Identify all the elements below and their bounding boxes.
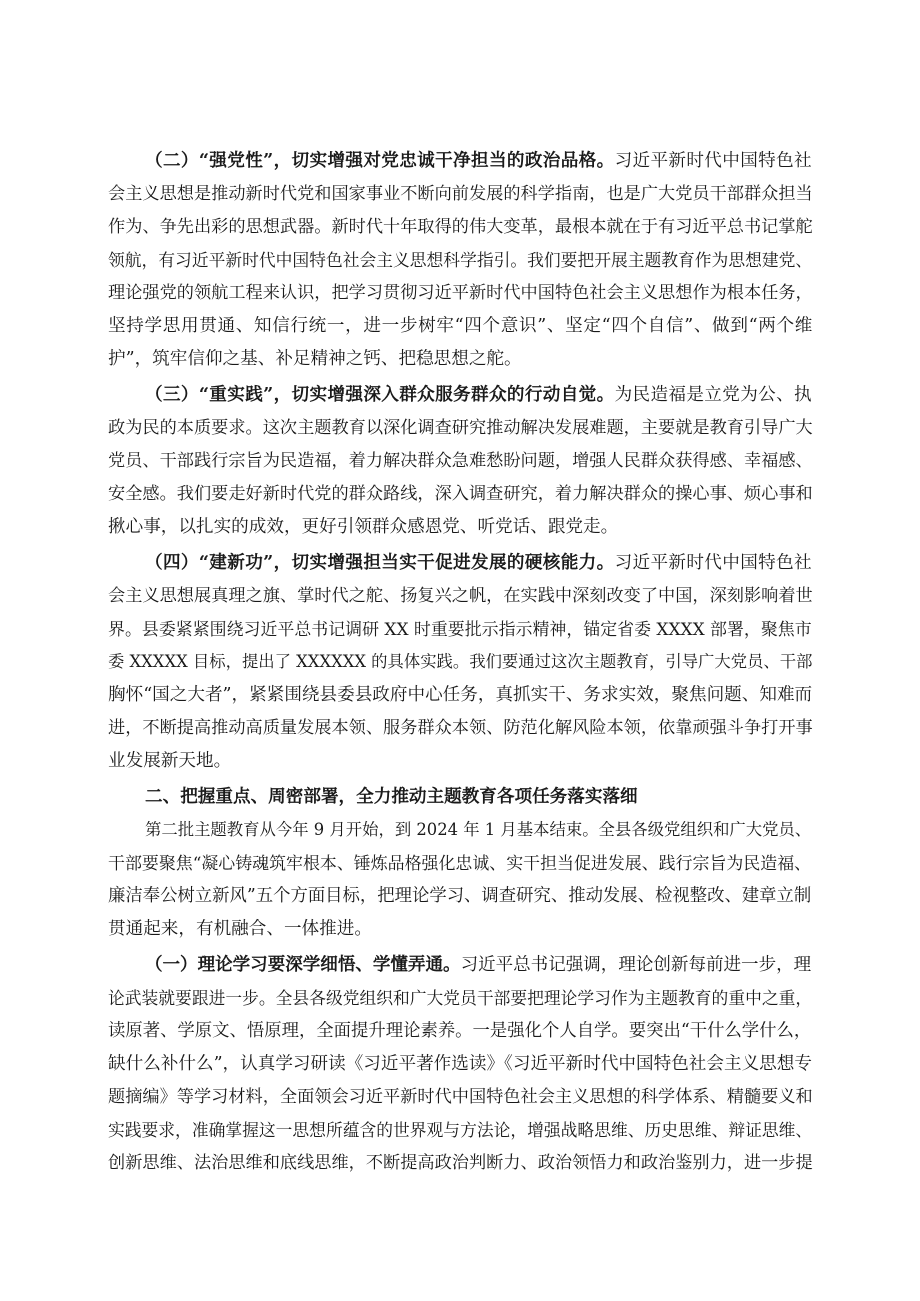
text-line <box>145 952 811 978</box>
body-text: 党员、干部践行宗旨为民造福，着力解决群众急难愁盼问题，增强人民群众获得感、幸福感、 <box>108 451 813 471</box>
text-line <box>108 514 618 540</box>
bold-heading-text: （三）“重实践”，切实增强深入群众服务群众的行动自觉。 <box>145 384 615 405</box>
text-line <box>108 1117 812 1143</box>
text-line <box>108 1051 812 1077</box>
body-text: 为民造福是立党为公、执 <box>614 385 812 405</box>
text-line <box>108 985 812 1011</box>
body-text: 第二批主题教育从今年 9 月开始，到 2024 年 1 月基本结束。全县各级党组织和广大党员、 <box>145 820 812 839</box>
text-line <box>145 148 812 174</box>
body-text: 实践要求，准确掌握这一思想所蕴含的世界观与方法论，增强战略思维、历史思维、辩证思维、 <box>108 1120 813 1140</box>
text-line <box>108 583 813 609</box>
body-text: 领航，有习近平新时代中国特色社会主义思想科学指引。我们要把开展主题教育作为思想建党、 <box>108 250 813 270</box>
text-line <box>108 1018 811 1044</box>
body-text: 贯通起来，有机融合、一体推进。 <box>108 919 372 939</box>
text-line <box>108 280 813 306</box>
body-text: 作为、争先出彩的思想武器。新时代十年取得的伟大变革，最根本就在于有习近平总书记掌舵 <box>108 217 813 237</box>
body-text: 读原著、学原文、悟原理，全面提升理论素养。一是强化个人自学。要突出“干什么学什么， <box>108 1021 812 1041</box>
bold-heading-text: （二）“强党性”，切实增强对党忠诚干净担当的政治品格。 <box>145 150 615 171</box>
text-line <box>108 850 811 876</box>
body-text: 创新思维、法治思维和底线思维，不断提高政治判断力、政治领悟力和政治鉴别力，进一步提 <box>108 1153 813 1173</box>
body-text: 廉洁奉公树立新风”五个方面目标，把理论学习、调查研究、推动发展、检视整改、建章立制 <box>108 886 812 906</box>
text-line <box>108 181 813 207</box>
body-text: 安全感。我们要走好新时代党的群众路线，深入调查研究，着力解决群众的操心事、烦心事和 <box>108 484 813 504</box>
text-line <box>108 415 813 441</box>
text-line <box>108 1084 813 1110</box>
body-text: 习近平新时代中国特色社 <box>614 151 812 171</box>
bold-heading-text: （一）理论学习要深学细悟、学懂弄通。 <box>145 955 461 975</box>
body-text: 缺什么补什么”，认真学习研读《习近平著作选读》《习近平新时代中国特色社会主义思想专 <box>108 1054 812 1074</box>
body-text: 会主义思想是推动新时代党和国家事业不断向前发展的科学指南，也是广大党员干部群众担当 <box>108 184 813 204</box>
text-line <box>108 616 812 642</box>
text-line <box>108 883 811 909</box>
bold-heading-text: （四）“建新功”，切实增强担当实干促进发展的硬核能力。 <box>145 552 615 573</box>
text-line <box>145 550 812 576</box>
body-text: 论武装就要跟进一步。全县各级党组织和广大党员干部要把理论学习作为主题教育的重中之重， <box>108 988 813 1008</box>
body-text: 界。县委紧紧围绕习近平总书记调研 XX 时重要批示指示精神，锚定省委 XXXX 部署，聚焦市 <box>108 619 812 639</box>
text-line <box>108 448 813 474</box>
body-text: 会主义思想展真理之旗、掌时代之舵、扬复兴之帆，在实践中深刻改变了中国，深刻影响着世 <box>108 586 813 606</box>
text-line <box>108 715 813 741</box>
text-line <box>108 682 812 708</box>
body-text: 胸怀“国之大者”，紧紧围绕县委县政府中心任务，真抓实干、务求实效，聚焦问题、知难而 <box>108 685 813 705</box>
bold-heading-text: 二、把握重点、周密部署，全力推动主题教育各项任务落实落细 <box>145 786 638 807</box>
body-text: 坚持学思用贯通、知信行统一，进一步树牢“四个意识”、坚定“四个自信”、做到“两个维 <box>108 316 814 336</box>
text-line <box>145 817 811 843</box>
text-line <box>108 247 812 273</box>
body-text: 政为民的本质要求。这次主题教育以深化调查研究推动解决发展难题，主要就是教育引导广大 <box>108 418 813 438</box>
text-line <box>108 1150 813 1176</box>
text-line <box>108 214 813 240</box>
body-text: 护”，筑牢信仰之基、补足精神之钙、把稳思想之舵。 <box>108 349 522 369</box>
text-line <box>145 382 812 408</box>
text-line <box>108 313 813 339</box>
text-line <box>108 748 231 774</box>
body-text: 题摘编》等学习材料，全面领会习近平新时代中国特色社会主义思想的科学体系、精髓要义和 <box>108 1087 813 1107</box>
body-text: 业发展新天地。 <box>108 751 232 771</box>
text-line <box>108 481 813 507</box>
body-text: 习近平新时代中国特色社 <box>614 553 812 573</box>
text-line <box>108 346 522 372</box>
body-text: 理论强党的领航工程来认识，把学习贯彻习近平新时代中国特色社会主义思想作为根本任务， <box>108 283 813 303</box>
body-text: 干部要聚焦“凝心铸魂筑牢根本、锤炼品格强化忠诚、实干担当促进发展、践行宗旨为民造福、 <box>108 853 812 873</box>
body-text: 揪心事，以扎实的成效，更好引领群众感恩党、听党话、跟党走。 <box>108 517 619 537</box>
body-text: 习近平总书记强调，理论创新每前进一步，理 <box>460 955 812 975</box>
text-line <box>108 649 812 675</box>
text-line <box>108 916 372 942</box>
body-text: 进，不断提高推动高质量发展本领、服务群众本领、防范化解风险本领，依靠顽强斗争打开事 <box>108 718 813 738</box>
body-text: 委 XXXXX 目标，提出了 XXXXXX 的具体实践。我们要通过这次主题教育，引导广大党员、干部 <box>108 652 813 671</box>
text-line <box>145 784 638 810</box>
